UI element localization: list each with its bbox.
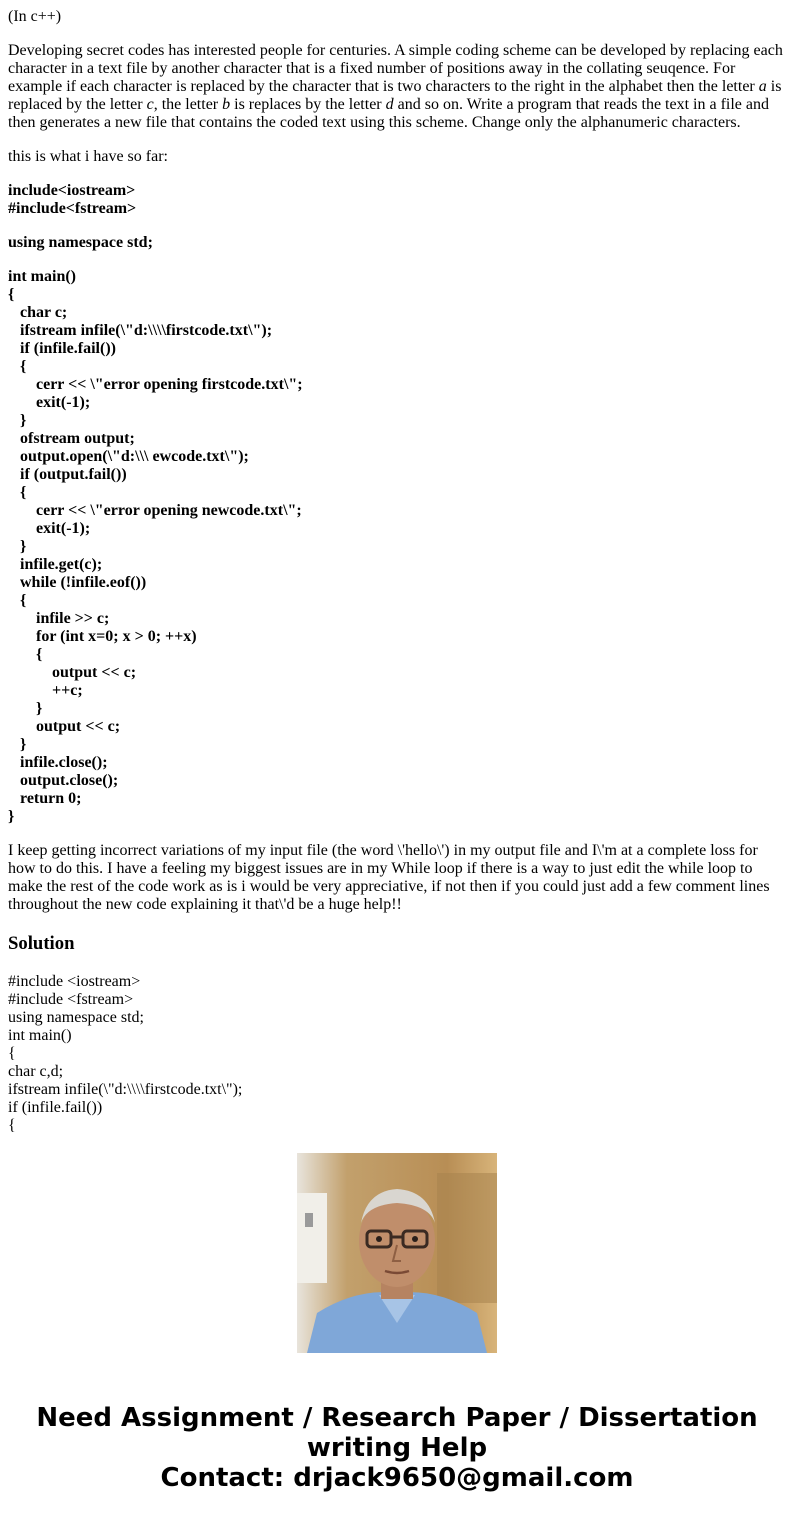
code-line: { xyxy=(8,1117,16,1134)
code-line: int main() xyxy=(8,1027,72,1044)
code-line: if (infile.fail()) xyxy=(8,1099,103,1116)
letter-a: a xyxy=(758,78,767,95)
code-line: } xyxy=(8,412,27,429)
letter-d: d xyxy=(385,96,394,113)
code-line: } xyxy=(8,538,27,555)
code-line: char c; xyxy=(8,304,68,321)
code-line: while (!infile.eof()) xyxy=(8,574,147,591)
code-line: infile >> c; xyxy=(8,610,110,627)
code-line: { xyxy=(8,286,15,303)
question-so-far: this is what i have so far: xyxy=(8,148,168,165)
code-line: if (infile.fail()) xyxy=(8,340,116,357)
code-line: { xyxy=(8,484,27,501)
question-body-text: and so on. Write a program that reads the text in a file and then generates a new file that contains the coded text using this scheme. Change only the alphanumeric characters. xyxy=(8,96,770,131)
question-body-text: is replaces by the letter xyxy=(230,96,386,113)
code-line: output << c; xyxy=(8,664,137,681)
code-line: return 0; xyxy=(8,790,82,807)
code-line: output.close(); xyxy=(8,772,119,789)
letter-c: c xyxy=(146,96,154,113)
solution-heading: Solution xyxy=(8,933,75,954)
code-line: } xyxy=(8,736,27,753)
code-line: using namespace std; xyxy=(8,234,153,251)
letter-b: b xyxy=(222,96,231,113)
code-line: exit(-1); xyxy=(8,394,91,411)
page-content xyxy=(8,8,786,1134)
code-line: ifstream infile(\"d:\\\\firstcode.txt\"); xyxy=(8,322,273,339)
code-line: #include <fstream> xyxy=(8,991,134,1008)
code-line: output.open(\"d:\\\ ewcode.txt\"); xyxy=(8,448,249,465)
code-line: char c,d; xyxy=(8,1063,64,1080)
code-blank-line xyxy=(8,218,786,234)
code-line: infile.get(c); xyxy=(8,556,103,573)
code-line: infile.close(); xyxy=(8,754,108,771)
question-body-text: , the letter xyxy=(153,96,223,113)
promo-line-1: Need Assignment / Research Paper / Dissertation xyxy=(36,1403,758,1433)
code-line: cerr << \"error opening firstcode.txt\"; xyxy=(8,376,303,393)
code-line: #include <iostream> xyxy=(8,973,141,990)
question-body-text: Developing secret codes has interested people for centuries. A simple coding scheme can be developed by replacing each character in a text file by another character that is a fixed number of positions away in the collating seuqence. For example if each character is replaced by the character that is two characters to the right in the alphabet then the letter xyxy=(8,42,783,95)
code-line: int main() xyxy=(8,268,76,285)
code-line: #include<fstream> xyxy=(8,200,137,217)
code-line: { xyxy=(8,646,43,663)
code-line: { xyxy=(8,358,27,375)
avatar xyxy=(297,1153,497,1353)
question-body-text: is replaced by the letter xyxy=(8,78,782,113)
code-line: ++c; xyxy=(8,682,83,699)
promo-banner xyxy=(0,1403,794,1493)
code-line: include<iostream> xyxy=(8,182,136,199)
code-line: { xyxy=(8,1045,16,1062)
promo-contact: Contact: drjack9650@gmail.com xyxy=(160,1463,634,1493)
code-blank-line xyxy=(8,252,786,268)
code-line: if (output.fail()) xyxy=(8,466,127,483)
question-code-block xyxy=(8,182,786,826)
code-line: using namespace std; xyxy=(8,1009,144,1026)
code-line: cerr << \"error opening newcode.txt\"; xyxy=(8,502,302,519)
code-line: ofstream output; xyxy=(8,430,135,447)
avatar-portrait-image xyxy=(297,1153,497,1353)
promo-line-2: writing Help xyxy=(306,1433,488,1463)
code-line: output << c; xyxy=(8,718,121,735)
code-line: { xyxy=(8,592,27,609)
code-line: ifstream infile(\"d:\\\\firstcode.txt\"); xyxy=(8,1081,243,1098)
solution-code-block xyxy=(8,973,786,1134)
code-line: for (int x=0; x > 0; ++x) xyxy=(8,628,197,645)
code-line: exit(-1); xyxy=(8,520,91,537)
question-body xyxy=(8,42,786,132)
question-intro: (In c++) xyxy=(8,8,62,25)
code-line: } xyxy=(8,808,15,825)
question-followup: I keep getting incorrect variations of my input file (the word \'hello\') in my output file and I\'m at a complete loss for how to do this. I have a feeling my biggest issues are in my While loop if there is a way to just edit the while loop to make the rest of the code work as is i would be very appreciative, if not then if you could just add a few comment lines throughout the new code explaining it that\'d be a huge help!! xyxy=(8,842,770,913)
code-line: } xyxy=(8,700,43,717)
